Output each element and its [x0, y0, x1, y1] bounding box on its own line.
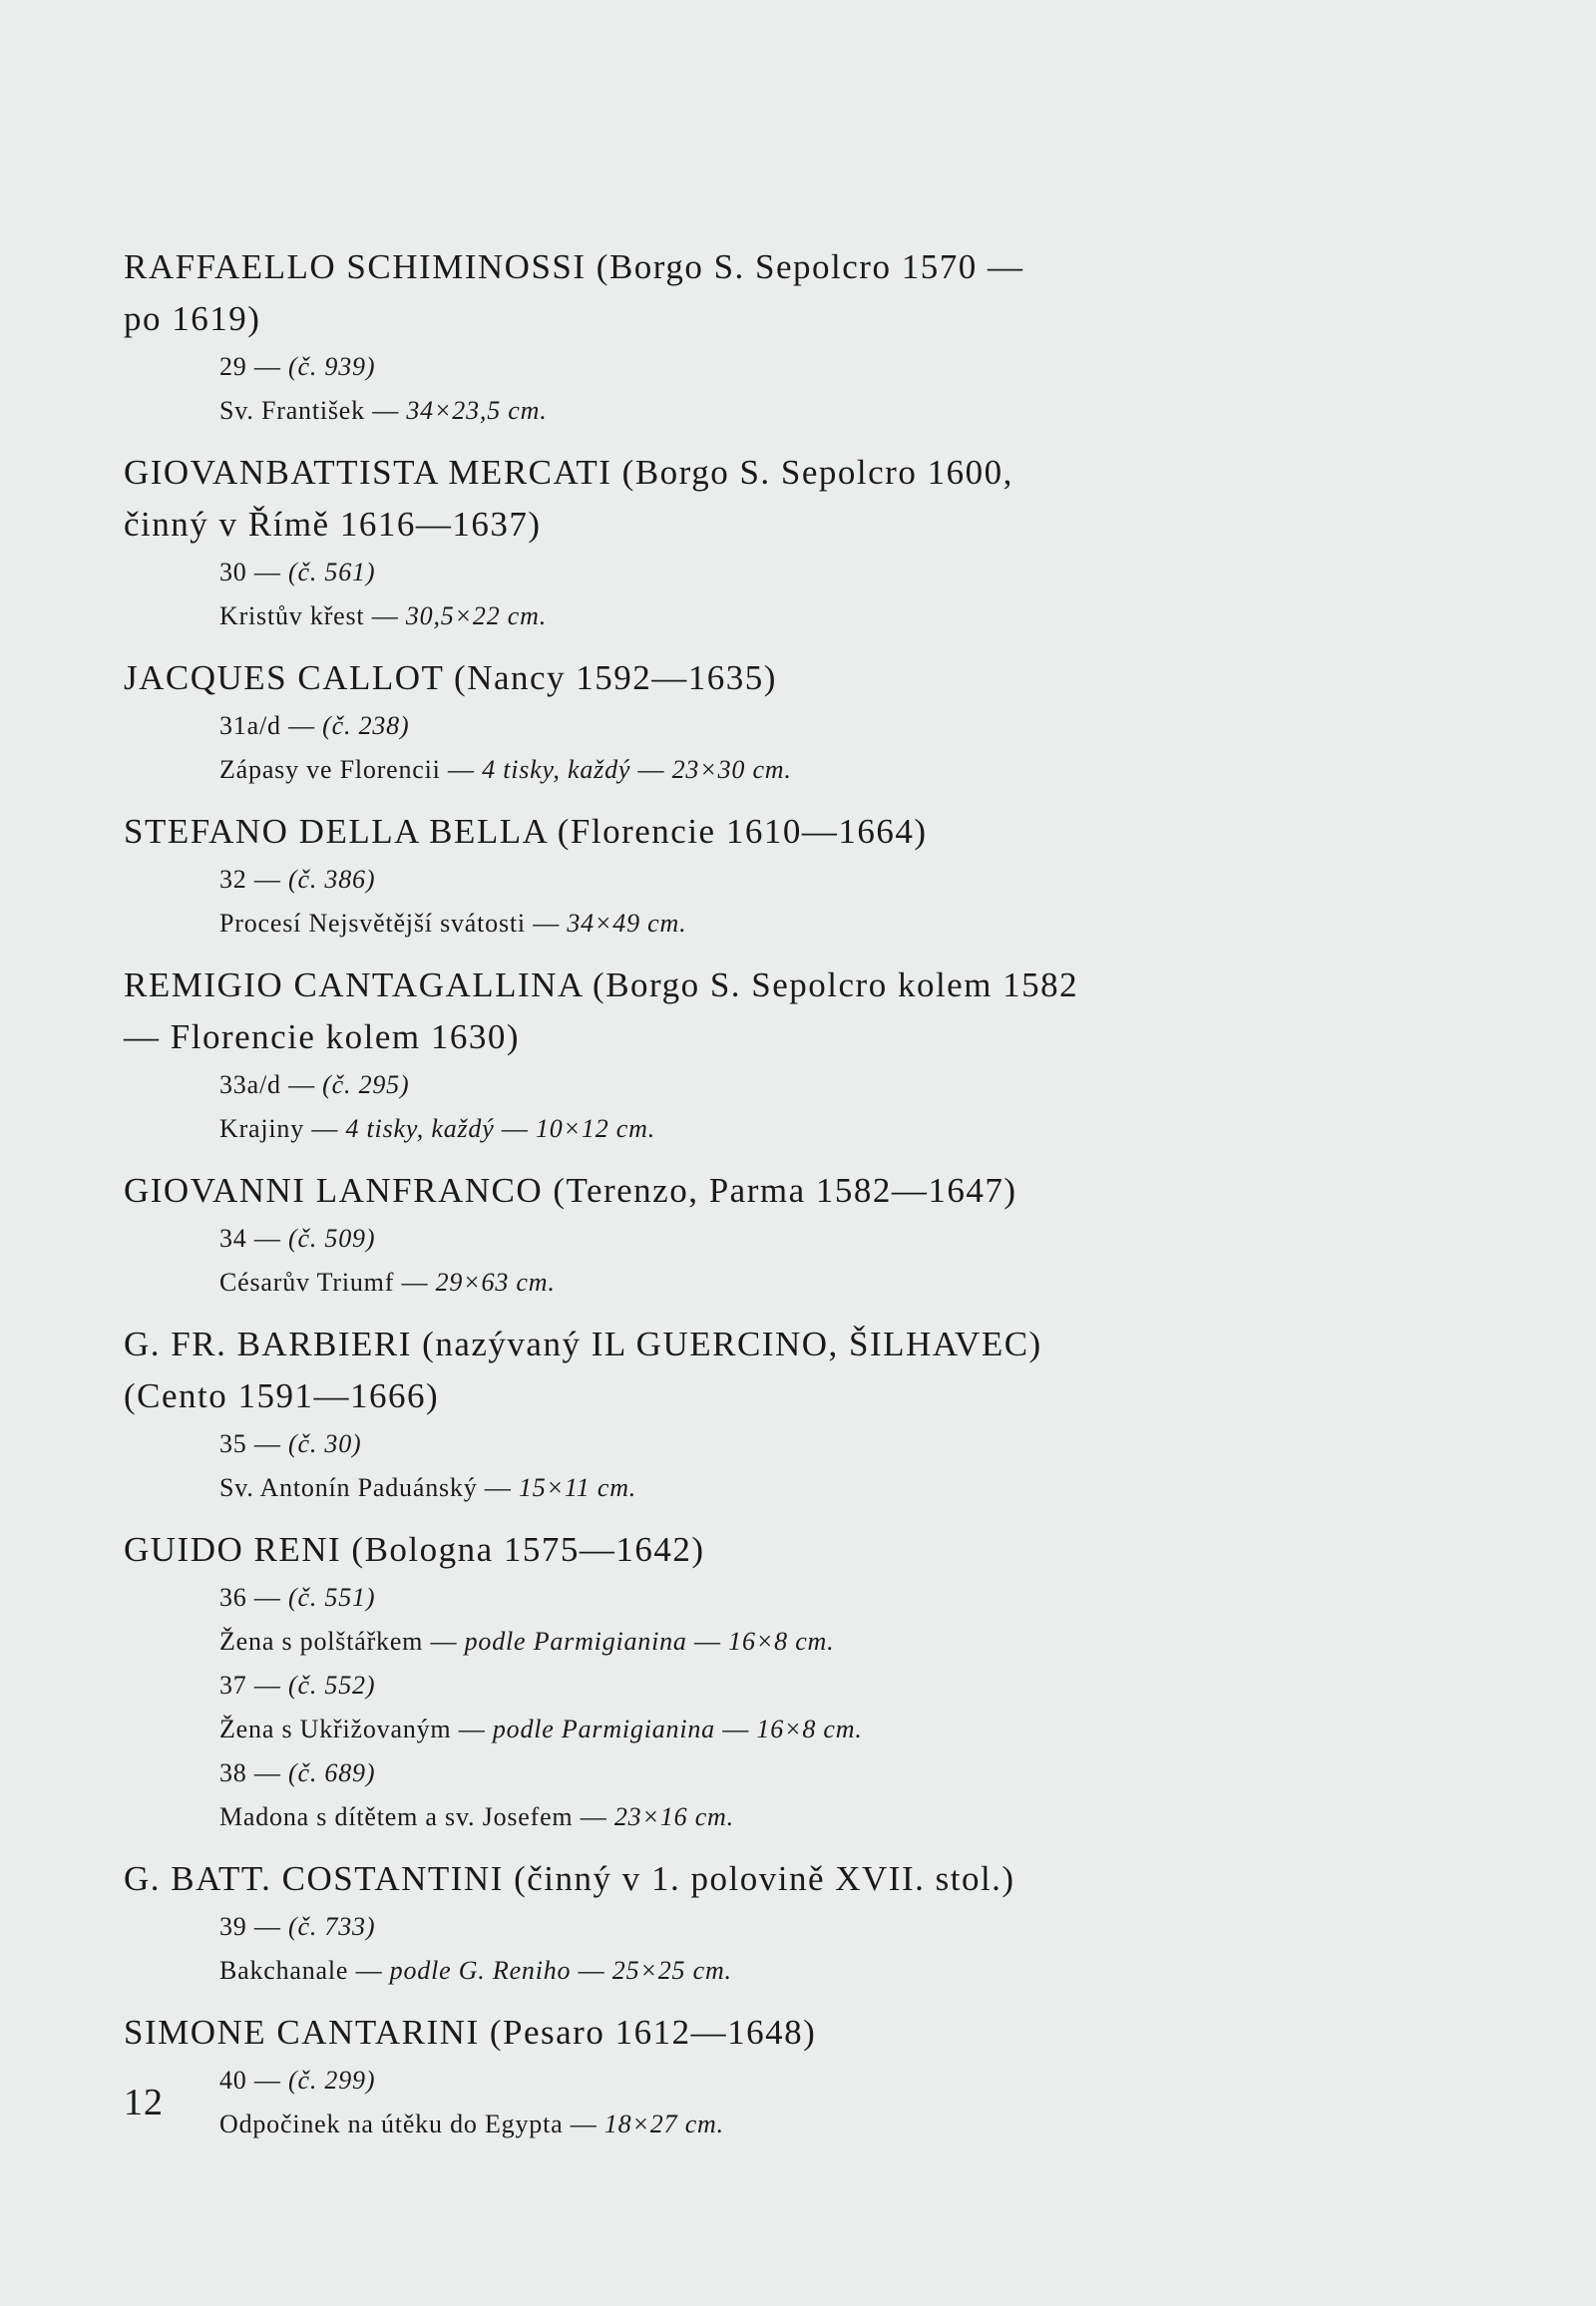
inventory-ref: (č. 733)	[288, 1912, 376, 1941]
work-size: 34×49 cm.	[567, 909, 687, 938]
work-title: Krajiny	[219, 1114, 305, 1143]
work-note: podle Parmigianina	[464, 1627, 687, 1656]
artist-heading: činný v Římě 1616—1637)	[124, 505, 542, 544]
inventory-ref: (č. 551)	[288, 1583, 376, 1612]
work-description-line: Žena s Ukřižovaným — podle Parmigianina — 16×8 cm.	[219, 1715, 863, 1743]
catalog-entry	[124, 1853, 1221, 2007]
artist-heading: G. FR. BARBIERI (nazývaný IL GUERCINO, ŠILHAVEC)	[124, 1325, 1042, 1363]
work-number-line: 39 — (č. 733)	[219, 1912, 376, 1941]
work-number: 32	[219, 865, 247, 894]
work-number-line: 38 — (č. 689)	[219, 1758, 376, 1787]
inventory-ref: (č. 939)	[288, 352, 376, 381]
entry-spacer	[124, 2146, 1221, 2160]
work-description-line: Zápasy ve Florencii — 4 tisky, každý — 23×30 cm.	[219, 755, 792, 784]
work-title: Žena s Ukřižovaným	[219, 1715, 452, 1743]
work-note: podle G. Reniho	[389, 1956, 572, 1985]
work-number: 35	[219, 1429, 247, 1458]
work-title: Zápasy ve Florencii	[219, 755, 441, 784]
page-number: 12	[124, 2082, 164, 2123]
work-description-line: Sv. František — 34×23,5 cm.	[219, 396, 548, 425]
work-number-line: 40 — (č. 299)	[219, 2066, 376, 2095]
work-description-line: Sv. Antonín Paduánský — 15×11 cm.	[219, 1473, 637, 1502]
catalog-entries	[124, 241, 1221, 2160]
work-title: Madona s dítětem a sv. Josefem	[219, 1802, 574, 1831]
catalog-entry	[124, 960, 1221, 1165]
work-number: 34	[219, 1224, 247, 1253]
artist-heading: (Cento 1591—1666)	[124, 1376, 440, 1415]
work-description-line: Žena s polštářkem — podle Parmigianina — 16×8 cm.	[219, 1627, 835, 1656]
entry-spacer	[124, 433, 1221, 447]
work-number-line: 36 — (č. 551)	[219, 1583, 376, 1612]
artist-heading: — Florencie kolem 1630)	[124, 1017, 521, 1056]
entry-spacer	[124, 1839, 1221, 1853]
work-number: 37	[219, 1671, 247, 1700]
work-note: 4 tisky, každý	[345, 1114, 495, 1143]
artist-heading: SIMONE CANTARINI (Pesaro 1612—1648)	[124, 2013, 817, 2052]
work-title: Sv. František	[219, 396, 365, 425]
work-number: 39	[219, 1912, 247, 1941]
work-number-line: 35 — (č. 30)	[219, 1429, 362, 1458]
inventory-ref: (č. 509)	[288, 1224, 376, 1253]
work-size: 25×25 cm.	[611, 1956, 732, 1985]
entry-spacer	[124, 638, 1221, 652]
inventory-ref: (č. 689)	[288, 1758, 376, 1787]
work-number-line: 37 — (č. 552)	[219, 1671, 376, 1700]
work-size: 34×23,5 cm.	[406, 396, 548, 425]
work-title: Procesí Nejsvětější svátosti	[219, 909, 526, 938]
work-title: Césarův Triumf	[219, 1268, 395, 1297]
work-description-line: Kristův křest — 30,5×22 cm.	[219, 601, 548, 630]
work-note: podle Parmigianina	[492, 1715, 715, 1743]
work-number: 33a/d	[219, 1070, 281, 1099]
work-size: 30,5×22 cm.	[405, 601, 548, 630]
work-title: Bakchanale	[219, 1956, 349, 1985]
work-size: 23×16 cm.	[613, 1802, 734, 1831]
artist-heading: GIOVANNI LANFRANCO (Terenzo, Parma 1582—1647)	[124, 1171, 1017, 1210]
work-number: 31a/d	[219, 711, 281, 740]
work-number-line: 33a/d — (č. 295)	[219, 1070, 410, 1099]
catalog-entry	[124, 241, 1221, 447]
work-size: 16×8 cm.	[728, 1627, 835, 1656]
work-size: 18×27 cm.	[603, 2110, 724, 2138]
artist-heading: GIOVANBATTISTA MERCATI (Borgo S. Sepolcro 1600,	[124, 453, 1013, 492]
work-number: 38	[219, 1758, 247, 1787]
work-number: 30	[219, 558, 247, 586]
work-number: 36	[219, 1583, 247, 1612]
work-number-line: 30 — (č. 561)	[219, 558, 376, 586]
inventory-ref: (č. 299)	[288, 2066, 376, 2095]
inventory-ref: (č. 295)	[322, 1070, 410, 1099]
work-title: Žena s polštářkem	[219, 1627, 424, 1656]
entry-spacer	[124, 1305, 1221, 1319]
catalog-entry	[124, 652, 1221, 806]
catalog-entry	[124, 2007, 1221, 2160]
work-description-line: Krajiny — 4 tisky, každý — 10×12 cm.	[219, 1114, 656, 1143]
entry-spacer	[124, 1510, 1221, 1524]
entry-spacer	[124, 792, 1221, 806]
work-number-line: 34 — (č. 509)	[219, 1224, 376, 1253]
entry-spacer	[124, 946, 1221, 960]
artist-heading: RAFFAELLO SCHIMINOSSI (Borgo S. Sepolcro 1570 —	[124, 247, 1024, 286]
work-number-line: 32 — (č. 386)	[219, 865, 376, 894]
work-number: 29	[219, 352, 247, 381]
work-description-line: Césarův Triumf — 29×63 cm.	[219, 1268, 556, 1297]
work-title: Odpočinek na útěku do Egypta	[219, 2110, 564, 2138]
work-size: 29×63 cm.	[435, 1268, 556, 1297]
work-size: 16×8 cm.	[756, 1715, 863, 1743]
catalog-entry	[124, 1524, 1221, 1853]
inventory-ref: (č. 552)	[288, 1671, 376, 1700]
artist-heading: JACQUES CALLOT (Nancy 1592—1635)	[124, 658, 777, 697]
artist-heading: STEFANO DELLA BELLA (Florencie 1610—1664)	[124, 812, 928, 851]
work-title: Sv. Antonín Paduánský	[219, 1473, 478, 1502]
artist-heading: GUIDO RENI (Bologna 1575—1642)	[124, 1530, 705, 1569]
inventory-ref: (č. 386)	[288, 865, 376, 894]
artist-heading: REMIGIO CANTAGALLINA (Borgo S. Sepolcro kolem 1582	[124, 965, 1079, 1004]
artist-heading: po 1619)	[124, 299, 261, 338]
entry-spacer	[124, 1151, 1221, 1165]
catalog-entry	[124, 1319, 1221, 1524]
work-size: 23×30 cm.	[671, 755, 792, 784]
work-note: 4 tisky, každý	[482, 755, 631, 784]
work-title: Kristův křest	[219, 601, 365, 630]
work-number: 40	[219, 2066, 247, 2095]
work-description-line: Bakchanale — podle G. Reniho — 25×25 cm.	[219, 1956, 732, 1985]
artist-heading: G. BATT. COSTANTINI (činný v 1. polovině XVII. stol.)	[124, 1859, 1015, 1898]
work-size: 15×11 cm.	[518, 1473, 637, 1502]
catalog-entry	[124, 806, 1221, 960]
inventory-ref: (č. 30)	[288, 1429, 362, 1458]
inventory-ref: (č. 238)	[322, 711, 410, 740]
entry-spacer	[124, 1993, 1221, 2007]
work-description-line: Odpočinek na útěku do Egypta — 18×27 cm.	[219, 2110, 724, 2138]
work-size: 10×12 cm.	[535, 1114, 656, 1143]
work-number-line: 31a/d — (č. 238)	[219, 711, 410, 740]
work-description-line: Madona s dítětem a sv. Josefem — 23×16 cm.	[219, 1802, 734, 1831]
catalog-entry	[124, 447, 1221, 652]
work-number-line: 29 — (č. 939)	[219, 352, 376, 381]
catalog-entry	[124, 1165, 1221, 1319]
work-description-line: Procesí Nejsvětější svátosti — 34×49 cm.	[219, 909, 687, 938]
inventory-ref: (č. 561)	[288, 558, 376, 586]
